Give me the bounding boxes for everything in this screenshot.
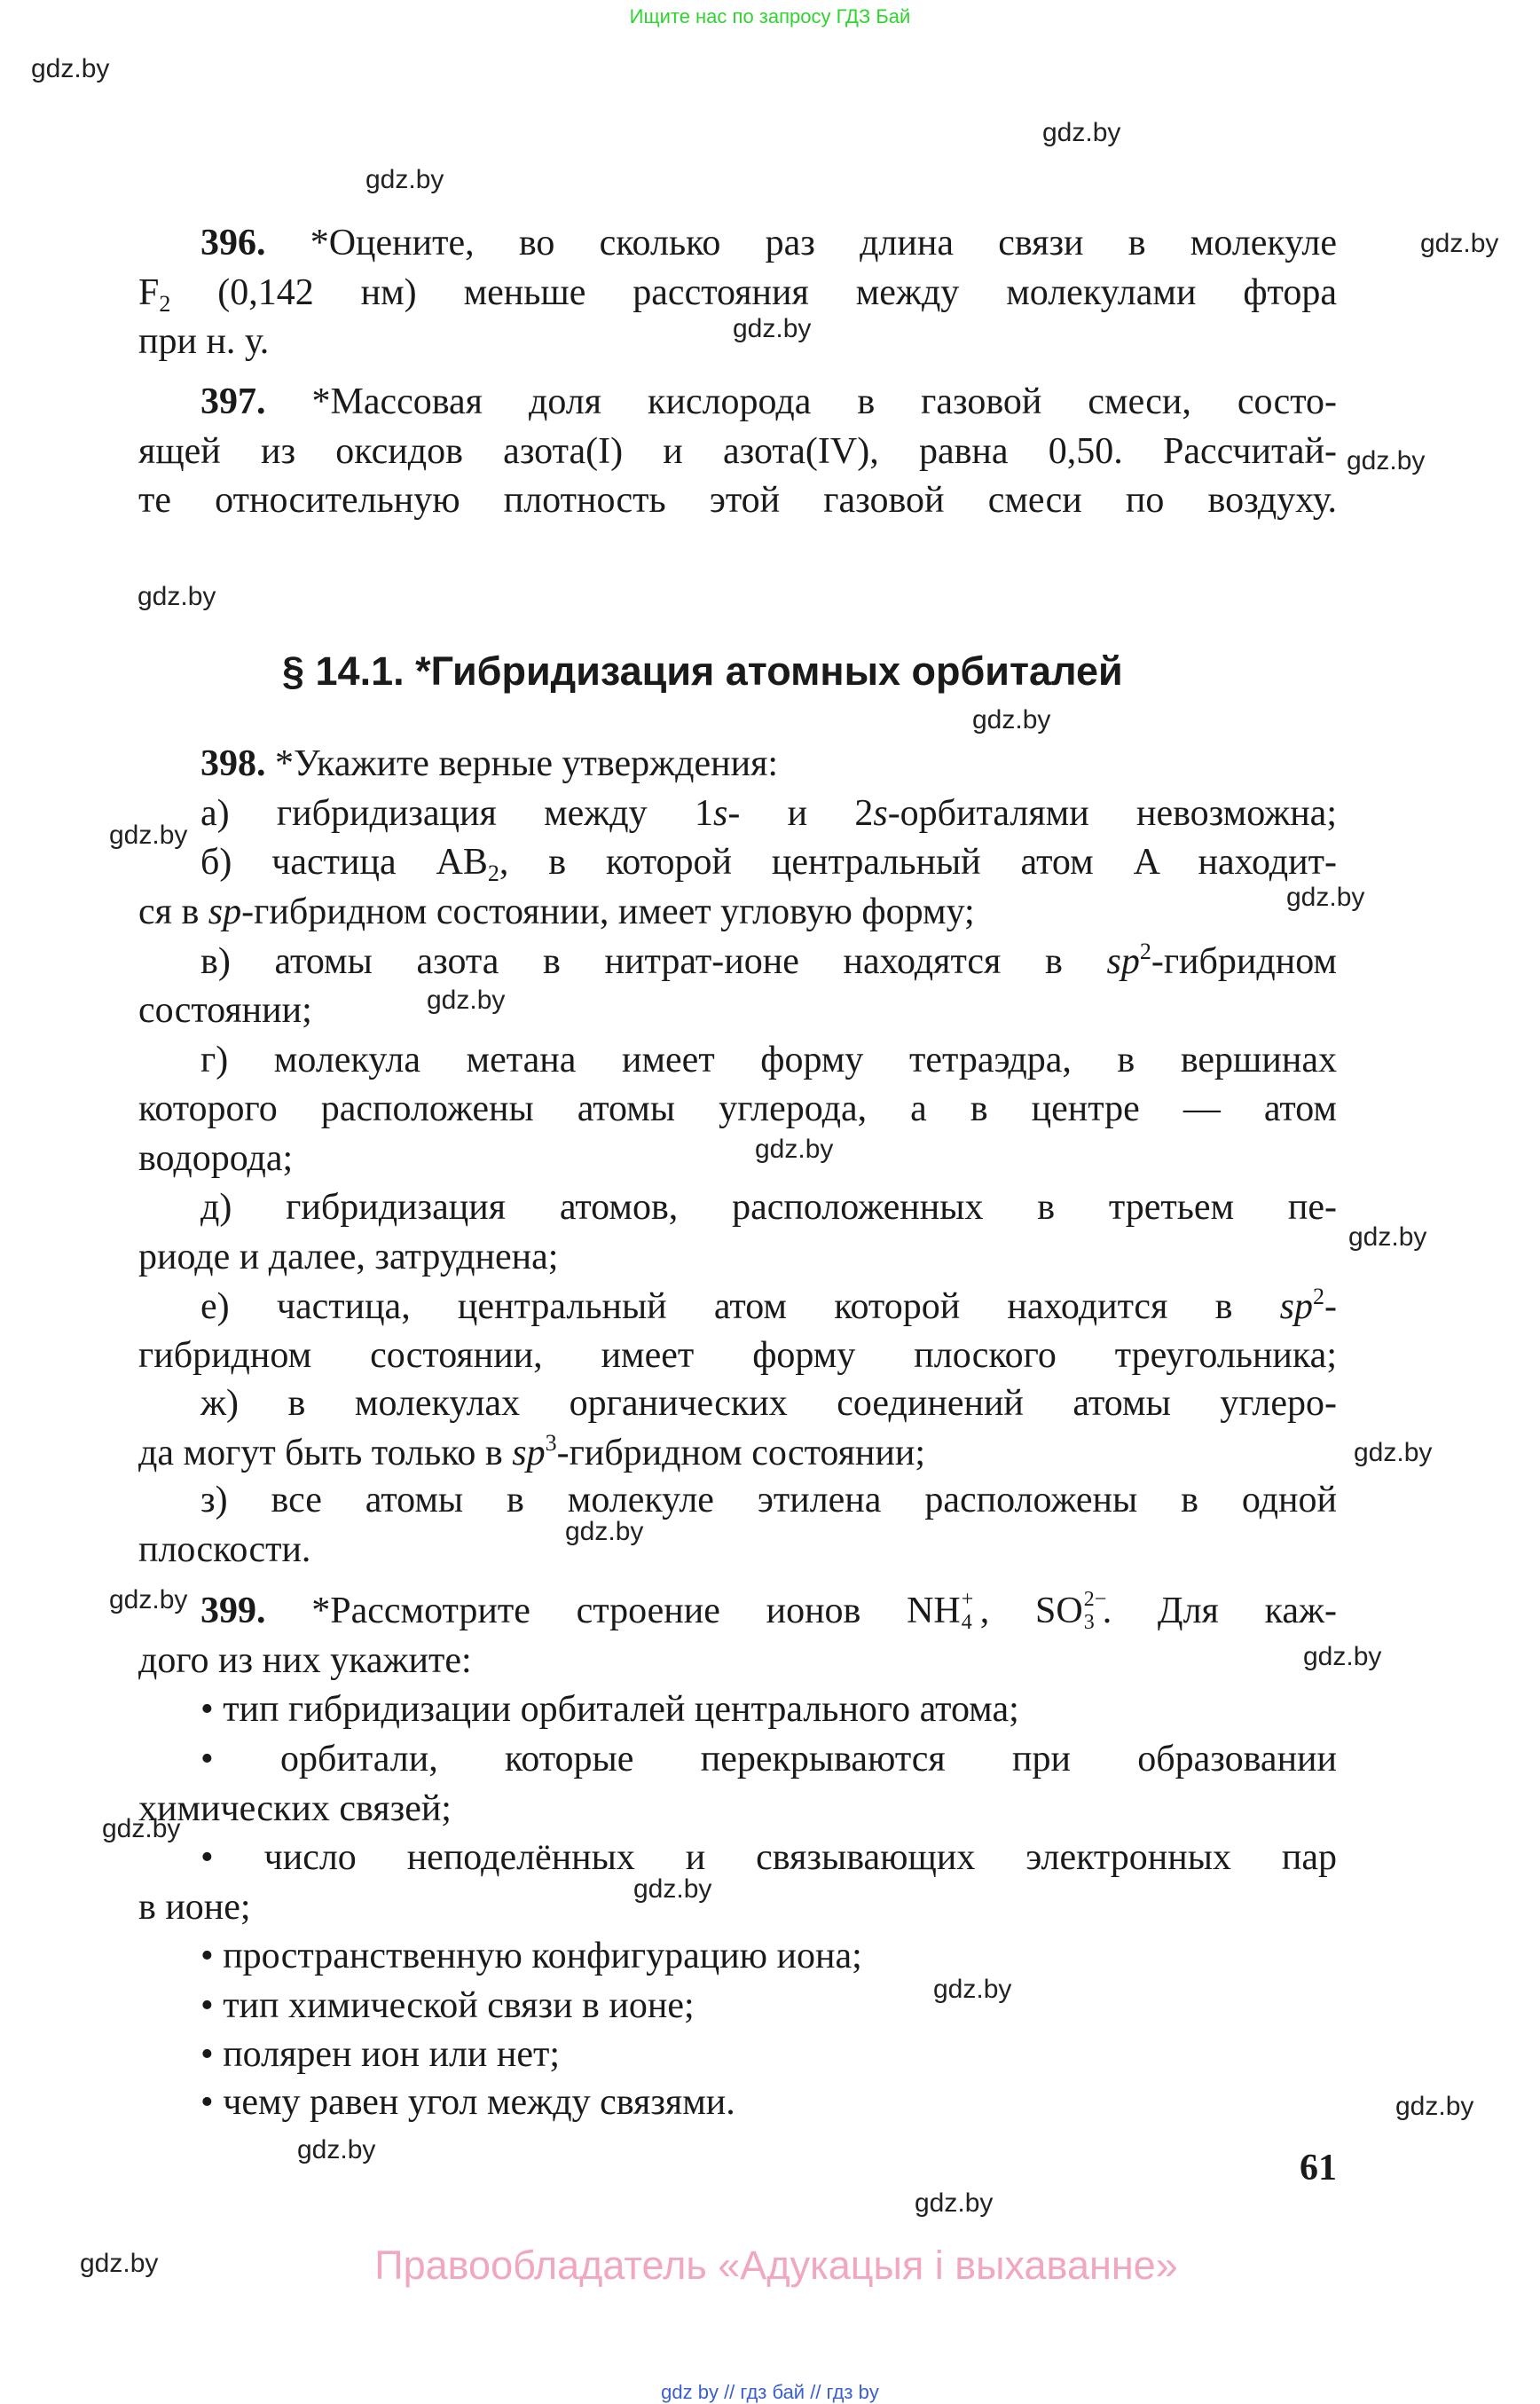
watermark: gdz.by	[1042, 118, 1121, 147]
text-line	[138, 892, 975, 931]
text-line	[200, 794, 1337, 833]
subscript: 2	[487, 860, 499, 886]
text-segment: -гибридном	[1151, 941, 1337, 982]
superscript: +	[961, 1588, 974, 1611]
watermark: gdz.by	[297, 2135, 376, 2164]
text-segment: • число неподелённых и связывающих электронных пар	[200, 1837, 1337, 1878]
text-segment: б) частица AB	[200, 842, 488, 883]
text-segment: • полярен ион или нет;	[200, 2034, 561, 2075]
text-line	[138, 322, 269, 361]
text-line	[200, 1986, 695, 2025]
italic-term: sp	[208, 892, 242, 932]
text-line	[138, 432, 1337, 471]
text-segment: г) молекула метана имеет форму тетраэдра, в вершинах	[200, 1040, 1337, 1080]
text-line	[200, 1284, 1337, 1327]
text-line	[200, 1384, 1337, 1423]
text-line	[138, 1888, 251, 1927]
watermark: gdz.by	[31, 54, 110, 83]
watermark: gdz.by	[1420, 229, 1499, 258]
superscript: 2	[1139, 939, 1151, 964]
text-segment: • пространственную конфигурацию иона;	[200, 1936, 862, 1976]
text-segment: д) гибридизация атомов, расположенных в третьем пе-	[200, 1187, 1337, 1228]
text-line	[200, 1690, 1019, 1729]
watermark: gdz.by	[80, 2249, 159, 2278]
text-line	[138, 1789, 452, 1828]
watermark: gdz.by	[1395, 2092, 1474, 2121]
text-line	[138, 1139, 293, 1178]
text-segment: ся в	[138, 892, 208, 932]
text-line	[138, 1237, 558, 1277]
text-segment: -орбиталями невозможна;	[887, 793, 1337, 834]
text-segment: состоянии;	[138, 990, 312, 1031]
subscript: 2	[159, 291, 171, 317]
text-segment: -	[1324, 1286, 1337, 1327]
text-line	[200, 744, 778, 783]
text-segment: (0,142 нм) меньше расстояния между молекулами фтора	[170, 272, 1337, 313]
ion-charge-index	[961, 1588, 980, 1634]
watermark: gdz.by	[755, 1135, 834, 1164]
text-line	[138, 481, 1337, 520]
text-segment: • тип химической связи в ионе;	[200, 1985, 695, 2026]
watermark: gdz.by	[915, 2188, 994, 2218]
superscript: 2−	[1083, 1588, 1107, 1611]
text-segment: риоде и далее, затруднена;	[138, 1237, 559, 1277]
subscript: 3	[1083, 1611, 1095, 1634]
exercise-number: 398.	[200, 743, 266, 784]
superscript: 2	[1313, 1284, 1324, 1309]
watermark: gdz.by	[972, 705, 1051, 735]
text-line	[138, 991, 312, 1030]
text-segment: химических связей;	[138, 1788, 452, 1829]
text-line	[200, 1188, 1337, 1227]
text-segment: *Оцените, во сколько раз длина связи в молекуле	[265, 223, 1337, 263]
text-segment: -гибридном состоянии;	[556, 1433, 925, 1473]
text-segment: . Для каж-	[1102, 1591, 1337, 1631]
text-line	[200, 842, 1337, 886]
watermark: gdz.by	[733, 314, 812, 343]
text-segment: • чему равен угол между связями.	[200, 2082, 735, 2123]
text-segment: которого расположены атомы углерода, а в центре — атом	[138, 1088, 1337, 1129]
page-number: 61	[1300, 2148, 1337, 2188]
ion-charge-index	[1083, 1588, 1107, 1634]
text-segment: а) гибридизация между 1	[200, 793, 713, 834]
text-segment: -гибридном состоянии, имеет угловую форму;	[241, 892, 975, 932]
watermark: gdz.by	[633, 1874, 712, 1904]
search-hint-banner: Ищите нас по запросу ГДЗ Бай	[629, 5, 911, 27]
text-line	[200, 1740, 1337, 1779]
text-line	[200, 939, 1337, 982]
italic-term: s	[873, 793, 888, 834]
text-line	[200, 2083, 735, 2122]
watermark: gdz.by	[109, 1585, 188, 1614]
text-segment: *Укажите верные утверждения:	[265, 743, 779, 784]
exercise-number: 399.	[200, 1591, 266, 1631]
text-line	[138, 272, 1337, 317]
exercise-number: 397.	[200, 381, 266, 422]
text-line	[200, 1041, 1337, 1080]
text-line	[200, 1937, 862, 1976]
text-segment: *Массовая доля кислорода в газовой смеси, состо-	[265, 381, 1337, 422]
text-segment: *Рассмотрите строение ионов NH	[265, 1591, 961, 1631]
text-line	[200, 2035, 560, 2074]
italic-term: sp	[512, 1433, 546, 1473]
watermark: gdz.by	[1354, 1438, 1433, 1467]
text-line	[138, 1641, 472, 1680]
text-line	[200, 1481, 1337, 1520]
text-segment: з) все атомы в молекуле этилена расположены в одной	[200, 1480, 1337, 1520]
exercise-number: 396.	[200, 223, 266, 263]
watermark: gdz.by	[1303, 1642, 1382, 1671]
text-segment: е) частица, центральный атом которой находится в	[200, 1286, 1280, 1327]
text-segment: ж) в молекулах органических соединений атомы углеро-	[200, 1383, 1337, 1424]
text-line	[138, 1430, 925, 1473]
text-segment: в) атомы азота в нитрат-ионе находятся в	[200, 941, 1107, 982]
text-segment: , SO	[979, 1591, 1083, 1631]
watermark: gdz.by	[138, 582, 216, 611]
watermark: gdz.by	[365, 165, 444, 194]
text-line	[138, 1530, 310, 1569]
footer-links: gdz by // гдз бай // гдз by	[661, 2381, 879, 2403]
text-segment: дого из них укажите:	[138, 1640, 472, 1681]
text-segment: ящей из оксидов азота(I) и азота(IV), равна 0,50. Рассчитай-	[138, 431, 1337, 472]
text-segment: , в которой центральный атом A находит-	[499, 842, 1337, 883]
section-heading: § 14.1. *Гибридизация атомных орбиталей	[282, 648, 1123, 694]
text-segment: да могут быть только в	[138, 1433, 513, 1473]
watermark: gdz.by	[102, 1814, 181, 1843]
watermark: gdz.by	[1347, 446, 1426, 475]
watermark: gdz.by	[427, 986, 506, 1015]
copyright-notice: Правообладатель «Адукацыя і выхаванне»	[374, 2243, 1178, 2288]
text-segment: водорода;	[138, 1138, 294, 1179]
text-segment: при н. у.	[138, 321, 270, 362]
text-line	[138, 1336, 1337, 1375]
subscript: 4	[961, 1611, 972, 1634]
text-line	[200, 224, 1337, 263]
watermark: gdz.by	[109, 821, 188, 850]
superscript: 3	[545, 1430, 557, 1456]
watermark: gdz.by	[1286, 883, 1365, 912]
text-segment: те относительную плотность этой газовой смеси по воздуху.	[138, 480, 1337, 521]
text-line	[200, 1588, 1337, 1634]
text-segment: плоскости.	[138, 1529, 311, 1570]
text-segment: F	[138, 272, 160, 313]
text-segment: - и 2	[727, 793, 874, 834]
italic-term: sp	[1279, 1286, 1313, 1327]
watermark: gdz.by	[1348, 1222, 1427, 1252]
italic-term: sp	[1106, 941, 1140, 982]
text-line	[200, 1838, 1337, 1877]
watermark: gdz.by	[565, 1517, 644, 1546]
text-line	[200, 382, 1337, 421]
text-line	[138, 1089, 1337, 1128]
text-segment: в ионе;	[138, 1887, 251, 1928]
text-segment: гибридном состоянии, имеет форму плоского треугольника;	[138, 1335, 1337, 1376]
italic-term: s	[712, 793, 728, 834]
text-segment: • тип гибридизации орбиталей центрального атома;	[200, 1689, 1019, 1730]
watermark: gdz.by	[933, 1975, 1012, 2004]
text-segment: • орбитали, которые перекрываются при образовании	[200, 1739, 1337, 1779]
